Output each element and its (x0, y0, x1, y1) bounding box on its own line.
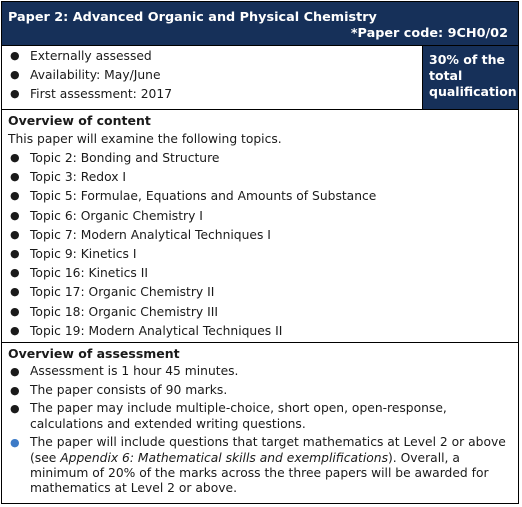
assessment-info-row (2, 46, 518, 110)
bullet-icon: ● (10, 189, 20, 203)
bullet-icon: ● (10, 170, 20, 184)
bullet-icon: ● (10, 402, 20, 416)
list-item: ● Topic 19: Modern Analytical Techniques II (10, 323, 283, 338)
bullet-icon: ● (10, 227, 20, 241)
list-item: ● Topic 3: Redox I (10, 170, 127, 185)
content-heading: Overview of content (8, 113, 151, 128)
list-item: ● First assessment: 2017 (10, 86, 173, 101)
list-item: ● Externally assessed (10, 49, 152, 63)
appendix-reference: Appendix 6: Mathematical skills and exemplifications (60, 450, 388, 465)
paper-header (2, 2, 518, 46)
weighting-badge: 30% of the total qualification (422, 46, 518, 109)
bullet-icon: ● (10, 49, 20, 62)
bullet-icon: ● (10, 208, 20, 222)
bullet-icon: ● (10, 364, 20, 378)
bullet-icon: ● (10, 285, 20, 299)
bullet-icon: ● (10, 67, 20, 81)
bullet-icon: ● (10, 436, 20, 450)
content-intro: This paper will examine the following topics. (8, 132, 282, 146)
spec-box (1, 1, 519, 504)
list-item: ● The paper consists of 90 marks. (10, 382, 228, 397)
paper-code: *Paper code: 9CH0/02 (350, 26, 508, 41)
assessment-info-list (2, 46, 422, 109)
assessment-list (2, 364, 518, 496)
bullet-icon: ● (10, 383, 20, 397)
bullet-icon: ● (10, 86, 20, 100)
paper-title: Paper 2: Advanced Organic and Physical Chemistry (8, 10, 377, 25)
list-item: ● Topic 5: Formulae, Equations and Amounts of Substance (10, 189, 377, 204)
list-item: ● Assessment is 1 hour 45 minutes. (10, 363, 239, 378)
bullet-icon: ● (10, 323, 20, 337)
list-item: ● Topic 7: Modern Analytical Techniques I (10, 227, 271, 242)
assessment-heading: Overview of assessment (8, 345, 180, 361)
bullet-icon: ● (10, 266, 20, 280)
list-item: ● Topic 16: Kinetics II (10, 266, 148, 281)
list-item: ● The paper may include multiple-choice, short open, open-response, calculations and extended writing questions. (10, 401, 447, 431)
list-item: ● Topic 6: Organic Chemistry I (10, 208, 203, 223)
list-item: ● Availability: May/June (10, 67, 161, 82)
assessment-overview (2, 343, 518, 496)
topic-list (2, 150, 518, 339)
content-overview (2, 110, 518, 343)
list-item: ● Topic 2: Bonding and Structure (10, 151, 220, 165)
list-item: ● Topic 18: Organic Chemistry III (10, 304, 218, 319)
bullet-icon: ● (10, 304, 20, 318)
bullet-icon: ● (10, 151, 20, 164)
list-item: ● Topic 9: Kinetics I (10, 246, 137, 261)
bullet-icon: ● (10, 246, 20, 260)
list-item: ● The paper will include questions that target mathematics at Level 2 or above (see Appendix 6: Mathematical skills and exemplifications). Overall, a minimum of 20% of the marks across the three papers will be awarded for mathematics at Level 2 or above. (10, 435, 506, 496)
list-item: ● Topic 17: Organic Chemistry II (10, 285, 215, 300)
